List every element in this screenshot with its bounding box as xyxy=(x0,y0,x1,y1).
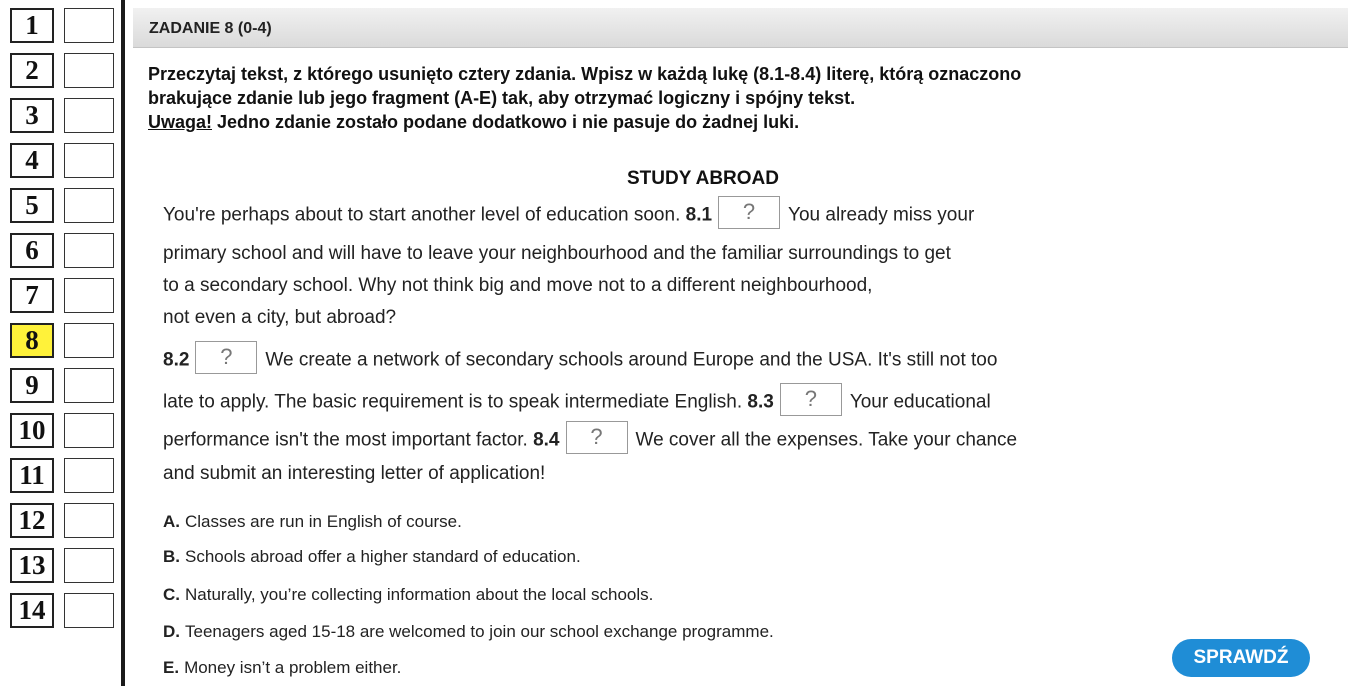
nav-answer-box-5 xyxy=(64,188,114,223)
passage-text: You're perhaps about to start another level of education soon. xyxy=(163,204,686,226)
gap-label-8-4: 8.4 xyxy=(533,429,560,451)
nav-row-2 xyxy=(10,51,118,89)
nav-number-7[interactable]: 7 xyxy=(10,278,54,313)
option-letter: B. xyxy=(163,547,180,566)
nav-row-9 xyxy=(10,366,118,404)
passage-text: performance isn't the most important factor. xyxy=(163,429,534,451)
nav-row-12 xyxy=(10,501,118,539)
passage-text: We cover all the expenses. Take your chance xyxy=(635,429,1018,451)
nav-row-7 xyxy=(10,276,118,314)
passage-line-3: to a secondary school. Why not think big and move not to a different neighbourhood, xyxy=(163,275,873,296)
nav-row-13 xyxy=(10,546,118,584)
option-c xyxy=(163,585,653,605)
passage-line-7 xyxy=(163,424,1018,454)
nav-row-8 xyxy=(10,321,118,359)
gap-label-8-1: 8.1 xyxy=(685,204,713,226)
nav-row-1 xyxy=(10,6,118,44)
nav-answer-box-1 xyxy=(64,8,114,43)
nav-row-4 xyxy=(10,141,118,179)
task-instructions xyxy=(148,62,1328,134)
passage-line-2: primary school and will have to leave your neighbourhood and the familiar surroundings to get xyxy=(163,243,951,264)
nav-answer-box-2 xyxy=(64,53,114,88)
passage-line-6 xyxy=(163,386,991,416)
nav-divider xyxy=(121,0,125,686)
option-e xyxy=(163,658,401,678)
nav-answer-box-10 xyxy=(64,413,114,448)
question-navigation xyxy=(0,0,124,686)
passage-text: We create a network of secondary schools around Europe and the USA. It's still not too xyxy=(265,349,998,371)
nav-answer-box-13 xyxy=(64,548,114,583)
gap-label-8-2: 8.2 xyxy=(163,349,190,371)
passage-text: Your educational xyxy=(849,391,991,413)
nav-answer-box-4 xyxy=(64,143,114,178)
nav-answer-box-14 xyxy=(64,593,114,628)
nav-number-9[interactable]: 9 xyxy=(10,368,54,403)
nav-number-4[interactable]: 4 xyxy=(10,143,54,178)
instructions-note xyxy=(148,110,1328,134)
gap-8-3[interactable]: ? xyxy=(780,383,842,416)
nav-number-12[interactable]: 12 xyxy=(10,503,54,538)
gap-8-4[interactable]: ? xyxy=(566,421,628,454)
option-text: Money isn’t a problem either. xyxy=(184,658,402,677)
instructions-line-2: brakujące zdanie lub jego fragment (A-E) tak, aby otrzymać logiczny i spójny tekst. xyxy=(148,88,856,108)
nav-answer-box-9 xyxy=(64,368,114,403)
option-a xyxy=(163,512,462,532)
nav-answer-box-11 xyxy=(64,458,114,493)
nav-row-3 xyxy=(10,96,118,134)
option-d xyxy=(163,622,774,642)
passage-text: You already miss your xyxy=(788,204,975,226)
gap-label-8-3: 8.3 xyxy=(747,391,774,413)
option-letter: A. xyxy=(163,512,180,531)
nav-answer-box-3 xyxy=(64,98,114,133)
nav-row-14 xyxy=(10,591,118,629)
nav-number-13[interactable]: 13 xyxy=(10,548,54,583)
nav-number-8[interactable]: 8 xyxy=(10,323,54,358)
check-button[interactable]: SPRAWDŹ xyxy=(1172,639,1310,677)
nav-row-11 xyxy=(10,456,118,494)
passage-title: STUDY ABROAD xyxy=(626,168,779,189)
nav-answer-box-12 xyxy=(64,503,114,538)
nav-number-2[interactable]: 2 xyxy=(10,53,54,88)
option-letter: D. xyxy=(163,622,180,641)
nav-row-6 xyxy=(10,231,118,269)
passage-line-8: and submit an interesting letter of application! xyxy=(163,463,546,484)
passage-line-1 xyxy=(163,199,975,229)
nav-number-10[interactable]: 10 xyxy=(10,413,54,448)
option-letter: C. xyxy=(163,585,180,604)
nav-number-11[interactable]: 11 xyxy=(10,458,54,493)
task-header xyxy=(133,8,1348,48)
option-text: Teenagers aged 15-18 are welcomed to join our school exchange programme. xyxy=(185,622,774,641)
passage-line-5 xyxy=(163,344,998,374)
nav-number-6[interactable]: 6 xyxy=(10,233,54,268)
nav-answer-box-8 xyxy=(64,323,114,358)
passage-text: late to apply. The basic requirement is to speak intermediate English. xyxy=(163,391,748,413)
nav-row-5 xyxy=(10,186,118,224)
note-label: Uwaga! xyxy=(148,112,213,132)
nav-number-5[interactable]: 5 xyxy=(10,188,54,223)
instructions-line-1: Przeczytaj tekst, z którego usunięto cztery zdania. Wpisz w każdą lukę (8.1-8.4) literę, którą oznaczono xyxy=(148,64,1022,84)
option-letter: E. xyxy=(163,658,180,677)
nav-answer-box-6 xyxy=(64,233,114,268)
nav-number-14[interactable]: 14 xyxy=(10,593,54,628)
note-text: Jedno zdanie zostało podane dodatkowo i nie pasuje do żadnej luki. xyxy=(212,112,800,132)
nav-row-10 xyxy=(10,411,118,449)
option-text: Naturally, you’re collecting information about the local schools. xyxy=(185,585,654,604)
nav-number-3[interactable]: 3 xyxy=(10,98,54,133)
option-b xyxy=(163,547,581,567)
option-text: Classes are run in English of course. xyxy=(185,512,462,531)
task-title: ZADANIE 8 (0-4) xyxy=(149,20,272,37)
passage-line-4: not even a city, but abroad? xyxy=(163,307,397,328)
nav-answer-box-7 xyxy=(64,278,114,313)
gap-8-1[interactable]: ? xyxy=(718,196,780,229)
option-text: Schools abroad offer a higher standard of education. xyxy=(185,547,581,566)
gap-8-2[interactable]: ? xyxy=(195,341,257,374)
nav-number-1[interactable]: 1 xyxy=(10,8,54,43)
